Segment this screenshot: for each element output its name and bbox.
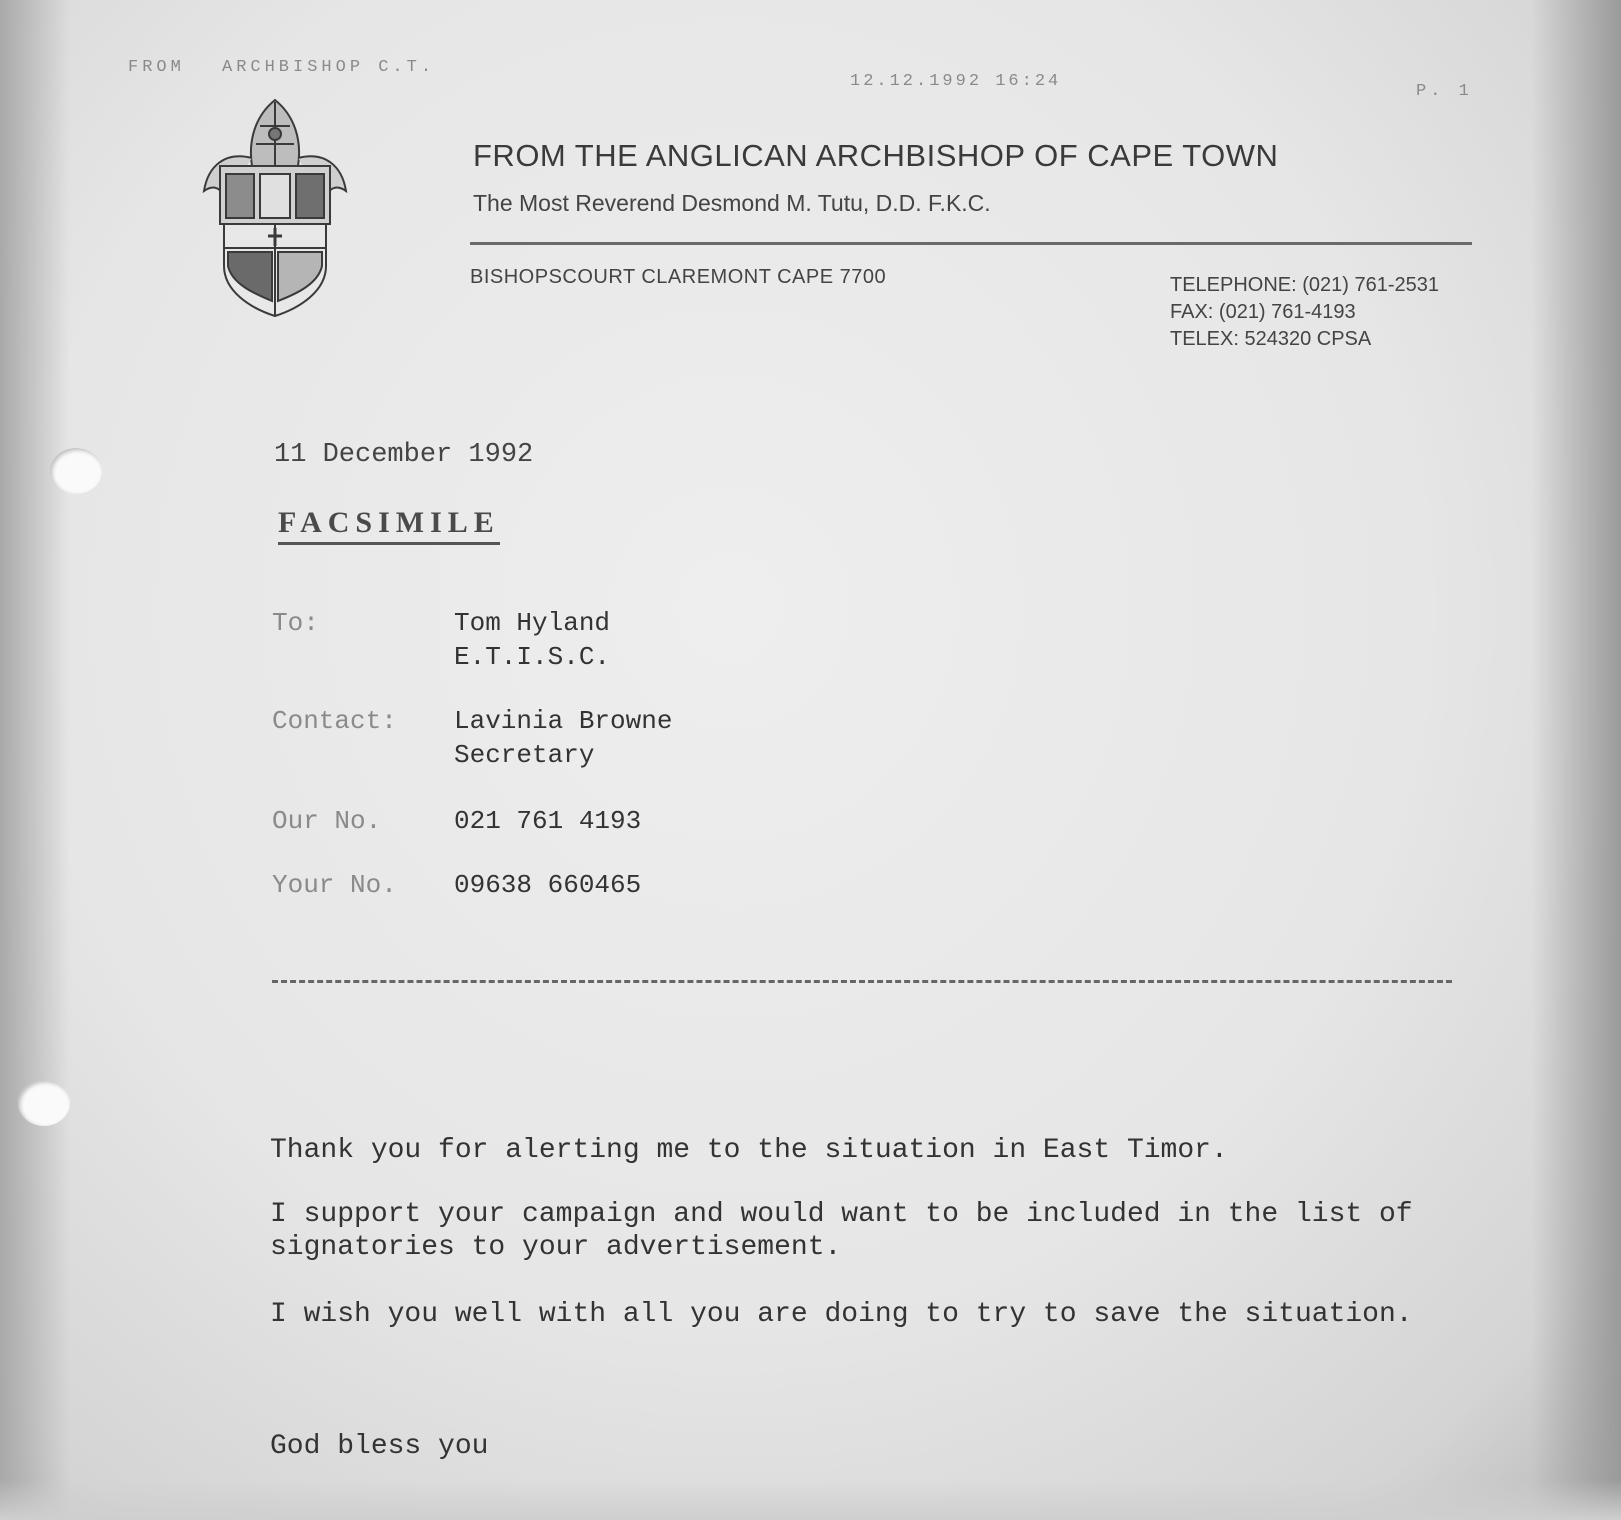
scan-shadow-right [1531,0,1621,1520]
our-number-label: Our No. [272,806,382,836]
section-divider [272,980,1452,983]
document-type-title: FACSIMILE [278,506,500,545]
letter-date: 11 December 1992 [274,440,534,470]
our-number: 021 761 4193 [454,806,642,836]
fax-datetime: 12.12.1992 16:24 [850,72,1062,91]
closing-line: God bless you [270,1431,489,1462]
letterhead-telex: TELEX: 524320 CPSA [1170,328,1372,350]
letterhead-telephone: TELEPHONE: (021) 761-2531 [1170,274,1440,296]
letterhead-divider [470,242,1472,245]
to-organisation: E.T.I.S.C. [454,642,611,672]
contact-role: Secretary [454,740,595,770]
scan-shadow-left [0,0,70,1520]
to-name: Tom Hyland [454,608,611,638]
letterhead-title: FROM THE ANGLICAN ARCHBISHOP OF CAPE TOWN [473,138,1279,173]
scan-shadow-bottom [0,1480,1621,1520]
your-number-label: Your No. [272,870,397,900]
letterhead-address: BISHOPSCOURT CLAREMONT CAPE 7700 [470,266,887,288]
punch-hole [50,448,102,494]
fax-sender: ARCHBISHOP C.T. [222,58,436,77]
body-paragraph-2: I support your campaign and would want to be included in the list of signatories to your advertisement. [270,1199,1413,1263]
contact-name: Lavinia Browne [454,706,673,736]
letterhead-subtitle: The Most Reverend Desmond M. Tutu, D.D. F.K.C. [473,190,991,216]
letterhead-fax: FAX: (021) 761-4193 [1170,301,1356,323]
punch-hole [18,1080,70,1126]
body-paragraph-1: Thank you for alerting me to the situation in East Timor. [270,1135,1228,1166]
fax-page-number: P. 1 [1416,82,1473,101]
contact-details [454,704,672,772]
your-number: 09638 660465 [454,870,642,900]
coat-of-arms-icon [200,96,350,318]
letterhead-contact-block [1170,272,1439,353]
contact-label: Contact: [272,706,397,736]
body-paragraph-3: I wish you well with all you are doing to try to save the situation. [270,1299,1413,1330]
fax-from-label: FROM [128,58,185,77]
to-label: To: [272,608,319,638]
to-recipient [454,606,610,674]
